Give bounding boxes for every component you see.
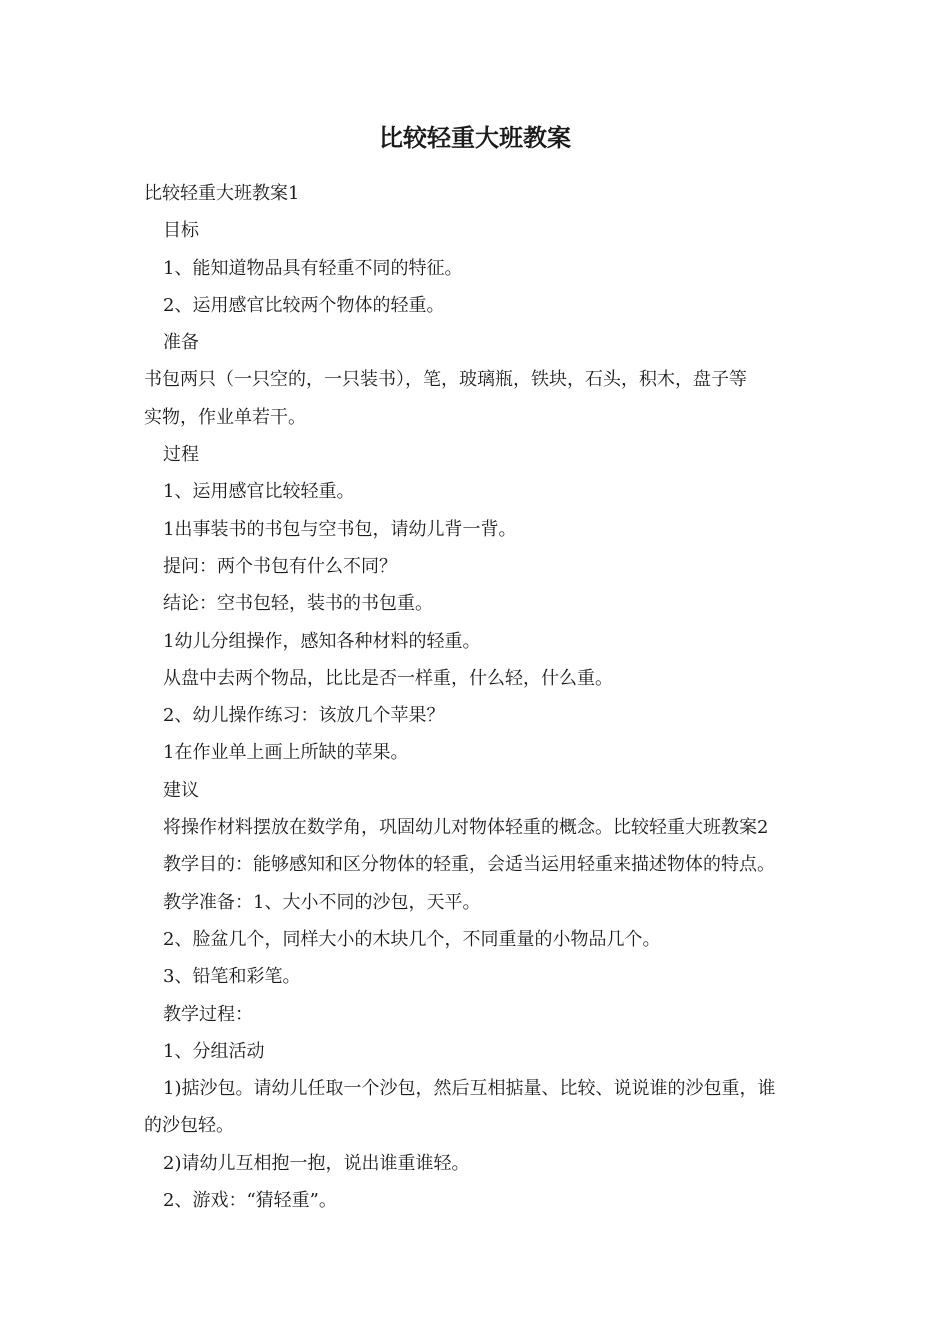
section-heading-process: 过程: [163, 444, 199, 466]
document-body: [144, 175, 820, 1219]
body-line: 教学准备：1、大小不同的沙包，天平。: [163, 891, 481, 913]
body-line: 比较轻重大班教案1: [144, 183, 300, 204]
body-line: 1、运用感官比较轻重。: [163, 481, 355, 503]
body-line: 1、分组活动: [163, 1040, 265, 1062]
body-line: 从盘中去两个物品，比比是否一样重，什么轻，什么重。: [163, 667, 613, 689]
body-line: 将操作材料摆放在数学角，巩固幼儿对物体轻重的概念。比较轻重大班教案2: [163, 817, 769, 839]
body-line: 教学目的：能够感知和区分物体的轻重，会适当运用轻重来描述物体的特点。: [163, 854, 775, 876]
body-line: 1、能知道物品具有轻重不同的特征。: [163, 257, 463, 279]
body-line: 2、幼儿操作练习：该放几个苹果？: [163, 705, 445, 727]
body-line: 1幼儿分组操作，感知各种材料的轻重。: [163, 630, 481, 652]
section-heading-preparation: 准备: [163, 332, 199, 354]
body-line: 1在作业单上画上所缺的苹果。: [163, 742, 409, 764]
body-line: 结论：空书包轻，装书的书包重。: [163, 593, 433, 615]
section-heading-suggestion: 建议: [163, 779, 199, 801]
body-line: 1)掂沙包。请幼儿任取一个沙包，然后互相掂量、比较、说说谁的沙包重，谁: [163, 1078, 776, 1100]
body-line: 1出事装书的书包与空书包，请幼儿背一背。: [163, 518, 517, 540]
section-heading-goal: 目标: [163, 220, 199, 242]
body-line: 2、脸盆几个，同样大小的木块几个，不同重量的小物品几个。: [163, 928, 661, 950]
body-line: 提问：两个书包有什么不同？: [163, 555, 397, 577]
body-line: 2、运用感官比较两个物体的轻重。: [163, 294, 445, 316]
body-line: 实物，作业单若干。: [144, 406, 306, 428]
document-title: 比较轻重大班教案: [379, 123, 571, 152]
body-line: 2)请幼儿互相抱一抱，说出谁重谁轻。: [163, 1152, 470, 1174]
body-line: 的沙包轻。: [144, 1115, 234, 1137]
body-line: 3、铅笔和彩笔。: [163, 966, 301, 988]
body-line: 2、游戏：“猜轻重”。: [163, 1190, 337, 1212]
body-line: 教学过程：: [163, 1003, 253, 1025]
body-line: 书包两只（一只空的，一只装书），笔，玻璃瓶，铁块，石头，积木，盘子等: [144, 369, 747, 391]
